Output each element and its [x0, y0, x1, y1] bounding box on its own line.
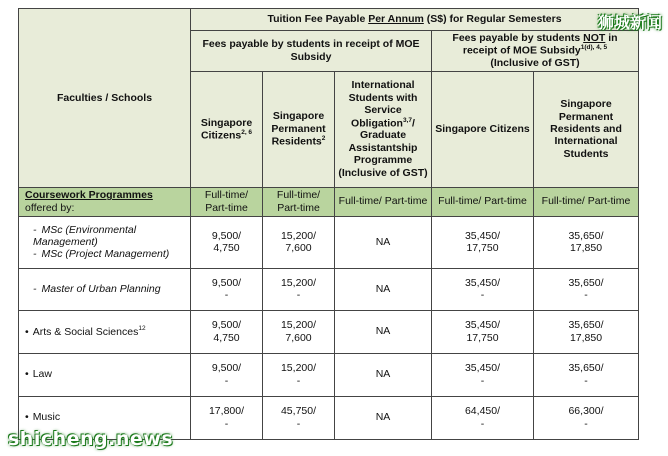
fee-cell: 15,200/ 7,600	[263, 216, 335, 268]
fee-cell: 66,300/ -	[534, 396, 639, 439]
mode-label: Full-time/ Part-time	[263, 187, 335, 216]
col-international-service-obligation: International Students with Service Obligation$^{3,7}$/ Graduate Assistantship Programme (Inclusive of GST)	[335, 71, 432, 187]
fee-cell: 9,500/ 4,750	[191, 216, 263, 268]
col-singapore-pr: Singapore Permanent Residents$^2$	[263, 71, 335, 187]
fee-cell: 35,650/ -	[534, 268, 639, 310]
section-row	[19, 187, 639, 216]
fee-cell: NA	[335, 353, 432, 396]
mode-label: Full-time/ Part-time	[534, 187, 639, 216]
section-title-cell	[19, 187, 191, 216]
fee-cell: 9,500/ -	[191, 353, 263, 396]
mode-label: Full-time/ Part-time	[432, 187, 534, 216]
table-row	[19, 353, 639, 396]
col-singapore-citizens: Singapore Citizens$^{2, 6}$	[191, 71, 263, 187]
col-pr-and-international: Singapore Permanent Residents and International Students	[534, 71, 639, 187]
fee-cell: 35,450/ 17,750	[432, 310, 534, 353]
faculties-label: Faculties / Schools	[56, 91, 153, 104]
fee-cell: 35,650/ 17,850	[534, 216, 639, 268]
fee-cell: 64,450/ -	[432, 396, 534, 439]
faculty-name: • Law	[19, 353, 191, 396]
tuition-fee-table	[18, 8, 639, 440]
fee-cell: 9,500/ -	[191, 268, 263, 310]
mode-label: Full-time/ Part-time	[335, 187, 432, 216]
faculty-name: • Arts & Social Sciences$^{12}$	[19, 310, 191, 353]
fee-cell: 9,500/ 4,750	[191, 310, 263, 353]
col-singapore-citizens-non-moe: Singapore Citizens	[432, 71, 534, 187]
fee-cell: 15,200/ 7,600	[263, 310, 335, 353]
mode-label: Full-time/ Part-time	[191, 187, 263, 216]
table-row	[19, 310, 639, 353]
fee-cell: 15,200/ -	[263, 353, 335, 396]
per-annum-emphasis: Per Annum	[368, 13, 424, 26]
fee-cell: 17,800/ -	[191, 396, 263, 439]
watermark-chinese-logo: 狮城新闻	[597, 13, 662, 32]
fee-cell: 35,450/ 17,750	[432, 216, 534, 268]
faculty-name: - MSc (Environmental Management) - MSc (Project Management)	[19, 216, 191, 268]
faculty-name: - Master of Urban Planning	[19, 268, 191, 310]
fee-cell: 35,450/ -	[432, 353, 534, 396]
faculty-name: • Music	[19, 396, 191, 439]
fee-cell: NA	[335, 396, 432, 439]
fee-cell: NA	[335, 310, 432, 353]
section-subtitle: offered by:	[25, 201, 75, 214]
watermark-shicheng: shicheng.news	[8, 428, 174, 450]
fee-cell: NA	[335, 216, 432, 268]
table-row	[19, 268, 639, 310]
non-moe-group-header: Fees payable by students NOT in receipt of MOE Subsidy$^{1(d), 4, 5}$ (Inclusive of GST)	[432, 31, 639, 72]
fee-cell: 35,650/ 17,850	[534, 310, 639, 353]
faculties-header	[19, 9, 191, 188]
fee-cell: 45,750/ -	[263, 396, 335, 439]
section-title: Coursework Programmes	[25, 189, 153, 202]
table-title: Tuition Fee Payable Per Annum (S$) for Regular Semesters	[191, 9, 639, 31]
fee-cell: 35,650/ -	[534, 353, 639, 396]
table-row	[19, 216, 639, 268]
fee-cell: 35,450/ -	[432, 268, 534, 310]
fee-cell: NA	[335, 268, 432, 310]
moe-subsidy-group-header: Fees payable by students in receipt of MOE Subsidy	[191, 31, 432, 72]
fee-cell: 15,200/ -	[263, 268, 335, 310]
